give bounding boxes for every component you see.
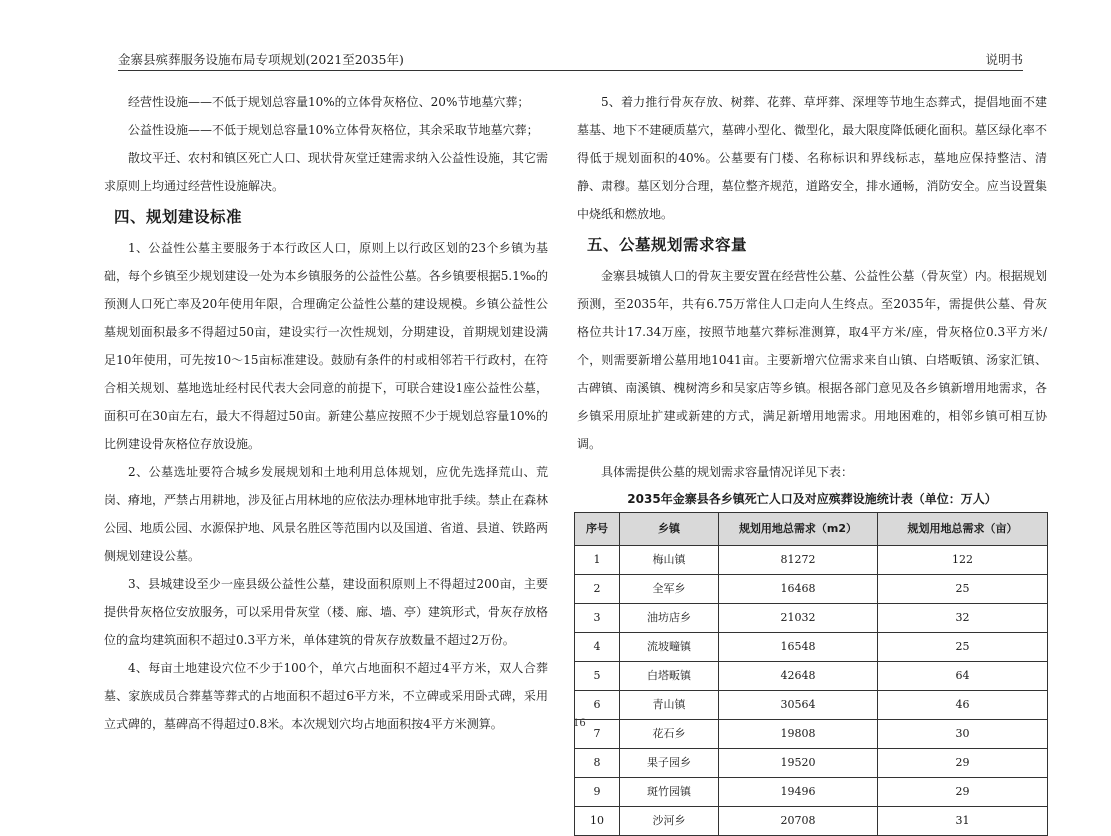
section-heading-standards: 四、规划建设标准	[114, 208, 243, 226]
cell-demand-mu: 30	[878, 720, 1048, 749]
cell-demand-mu: 25	[878, 575, 1048, 604]
table-row	[575, 575, 1048, 604]
cell-demand-mu: 46	[878, 691, 1048, 720]
header-demand-mu: 规划用地总需求（亩）	[878, 513, 1048, 546]
cell-demand-m2: 81272	[719, 546, 878, 575]
cell-demand-mu: 64	[878, 662, 1048, 691]
cell-demand-mu: 122	[878, 546, 1048, 575]
table-row	[575, 691, 1048, 720]
cell-town: 花石乡	[620, 720, 719, 749]
capacity-paragraph: 金寨县城镇人口的骨灰主要安置在经营性公墓、公益性公墓（骨灰堂）内。根据规划预测，至2035年，共有6.75万常住人口走向人生终点。至2035年，需提供公墓、骨灰格位共计17.34万座，按照节地墓穴葬标准测算，取4平方米/座，骨灰格位0.3平方米/个，则需要新增公墓用地1041亩。主要新增穴位需求来自山镇、白塔畈镇、汤家汇镇、古碑镇、南溪镇、槐树湾乡和吴家店等乡镇。根据各部门意见及各乡镇新增用地需求，各乡镇采用原址扩建或新建的方式，满足新增用地需求。用地困难的，相邻乡镇可相互协调。	[577, 269, 1047, 451]
cell-demand-m2: 19520	[719, 749, 878, 778]
cell-demand-m2: 42648	[719, 662, 878, 691]
cell-demand-mu: 29	[878, 749, 1048, 778]
cell-demand-mu: 29	[878, 778, 1048, 807]
section-heading-capacity: 五、公墓规划需求容量	[587, 236, 748, 254]
table-caption: 2035年金寨县各乡镇死亡人口及对应殡葬设施统计表（单位：万人）	[627, 492, 997, 506]
cell-town: 油坊店乡	[620, 604, 719, 633]
cell-demand-mu: 31	[878, 807, 1048, 836]
table-row	[575, 807, 1048, 836]
document-title: 金寨县殡葬服务设施布局专项规划(2021至2035年)	[118, 52, 404, 67]
cell-town: 果子园乡	[620, 749, 719, 778]
cell-index: 7	[575, 720, 620, 749]
cell-index: 3	[575, 604, 620, 633]
standard-paragraph: 4、每亩土地建设穴位不少于100个，单穴占地面积不超过4平方米，双人合葬墓、家族成员合葬墓等葬式的占地面积不超过6平方米，不立碑或采用卧式碑，采用立式碑的，墓碑高不得超过0.8米。本次规划穴均占地面积按4平方米测算。	[104, 661, 548, 731]
cell-town: 全军乡	[620, 575, 719, 604]
cemetery-demand-table	[574, 512, 1048, 836]
cell-demand-m2: 16548	[719, 633, 878, 662]
page-number: 16	[573, 718, 586, 729]
cell-town: 沙河乡	[620, 807, 719, 836]
standard-paragraph: 3、县城建设至少一座县级公益性公墓，建设面积原则上不得超过200亩，主要提供骨灰格位安放服务，可以采用骨灰堂（楼、廊、墙、亭）建筑形式，骨灰存放格位的盒均建筑面积不超过0.3平方米，单体建筑的骨灰存放数量不超过2万份。	[104, 577, 549, 647]
cell-town: 白塔畈镇	[620, 662, 719, 691]
table-row	[575, 633, 1048, 662]
table-row	[575, 546, 1048, 575]
cell-town: 青山镇	[620, 691, 719, 720]
header-town: 乡镇	[620, 513, 719, 546]
cell-demand-m2: 30564	[719, 691, 878, 720]
table-row	[575, 778, 1048, 807]
cell-demand-mu: 32	[878, 604, 1048, 633]
standard-paragraph: 2、公墓选址要符合城乡发展规划和土地利用总体规划，应优先选择荒山、荒岗、瘠地，严禁占用耕地，涉及征占用林地的应依法办理林地审批手续。禁止在森林公园、地质公园、水源保护地、风景名胜区等范围内以及国道、省道、县道、铁路两侧规划建设公墓。	[104, 465, 549, 563]
page-header	[118, 44, 1023, 71]
table-row	[575, 749, 1048, 778]
header-demand-m2: 规划用地总需求（m2）	[719, 513, 878, 546]
cell-index: 9	[575, 778, 620, 807]
intro-paragraph: 散坟平迁、农村和镇区死亡人口、现状骨灰堂迁建需求纳入公益性设施，其它需求原则上均通过经营性设施解决。	[104, 151, 549, 193]
right-column	[577, 88, 1047, 836]
intro-paragraph: 公益性设施——不低于规划总容量10%立体骨灰格位，其余采取节地墓穴葬；	[128, 123, 539, 137]
table-row	[575, 662, 1048, 691]
cell-index: 1	[575, 546, 620, 575]
cell-demand-m2: 21032	[719, 604, 878, 633]
left-column	[104, 88, 548, 738]
cell-demand-m2: 19496	[719, 778, 878, 807]
capacity-paragraph: 具体需提供公墓的规划需求容量情况详见下表：	[601, 465, 854, 479]
document-type-label: 说明书	[985, 52, 1023, 67]
cell-demand-mu: 25	[878, 633, 1048, 662]
cell-demand-m2: 20708	[719, 807, 878, 836]
cell-index: 4	[575, 633, 620, 662]
cell-demand-m2: 19808	[719, 720, 878, 749]
table-row	[575, 604, 1048, 633]
table-body	[575, 546, 1048, 836]
cell-town: 梅山镇	[620, 546, 719, 575]
table-row	[575, 720, 1048, 749]
cell-town: 流坡疃镇	[620, 633, 719, 662]
cell-index: 10	[575, 807, 620, 836]
header-index: 序号	[575, 513, 620, 546]
cell-index: 5	[575, 662, 620, 691]
cell-index: 8	[575, 749, 620, 778]
intro-paragraph: 经营性设施——不低于规划总容量10%的立体骨灰格位、20%节地墓穴葬；	[128, 95, 530, 109]
cell-demand-m2: 16468	[719, 575, 878, 604]
cell-index: 6	[575, 691, 620, 720]
table-header-row	[575, 513, 1048, 546]
standard-paragraph: 1、公益性公墓主要服务于本行政区人口，原则上以行政区划的23个乡镇为基础，每个乡镇至少规划建设一处为本乡镇服务的公益性公墓。各乡镇要根据5.1‰的预测人口死亡率及20年使用年限，合理确定公益性公墓的建设规模。乡镇公益性公墓规划面积最多不得超过50亩，建设实行一次性规划，分期建设，首期规划建设满足10年使用，可先按10～15亩标准建设。鼓励有条件的村或相邻若干行政村，在符合相关规划、墓地选址经村民代表大会同意的前提下，可联合建设1座公益性公墓，面积可在30亩左右，最大不得超过50亩。新建公墓应按照不少于规划总容量10%的比例建设骨灰格位存放设施。	[104, 241, 548, 451]
intro-paragraph: 5、着力推行骨灰存放、树葬、花葬、草坪葬、深埋等节地生态葬式，提倡地面不建墓基、地下不建硬质墓穴，墓碑小型化、微型化，最大限度降低硬化面积。墓区绿化率不得低于规划面积的40%。公墓要有门楼、名称标识和界线标志，墓地应保持整洁、清静、肃穆。墓区划分合理，墓位整齐规范，道路安全，排水通畅，消防安全。应当设置集中烧纸和燃放地。	[577, 95, 1047, 221]
cell-index: 2	[575, 575, 620, 604]
cell-town: 斑竹园镇	[620, 778, 719, 807]
